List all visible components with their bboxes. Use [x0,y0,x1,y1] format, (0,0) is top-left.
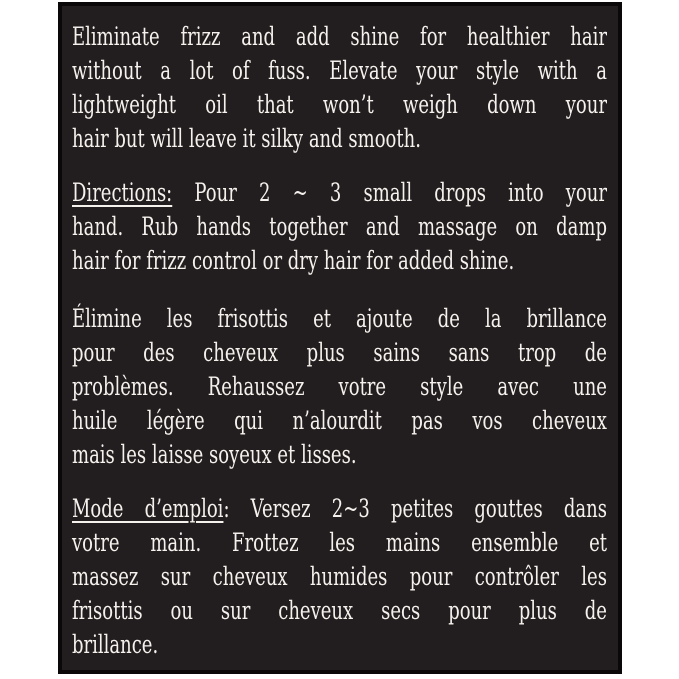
intro-fr-paragraph [72,302,607,472]
label-text [72,20,607,662]
text-line: mais les laisse soyeux et lisses. [72,440,357,469]
text-line: hair but will leave it silky and smooth. [72,124,421,153]
text-line-content: : Versez 2~3 petites gouttes dans [223,494,607,523]
text-line: without a lot of fuss. Elevate your style with a [72,56,607,85]
directions-en-paragraph [72,176,607,278]
text-line [72,176,607,210]
text-line: massez sur cheveux humides pour contrôler les [72,562,607,591]
text-line-content: Eliminate frizz and add shine for healthier hair [72,22,607,51]
text-line: lightweight oil that won’t weigh down your [72,90,607,119]
text-line: hair for frizz control or dry hair for added shine. [72,246,515,275]
text-line: votre main. Frottez les mains ensemble et [72,528,607,557]
text-line: pour des cheveux plus sains sans trop de [72,338,607,367]
product-label [58,2,622,674]
text-line: brillance. [72,630,159,659]
directions-fr-paragraph [72,492,607,662]
text-line-content: Pour 2 ~ 3 small drops into your [172,178,607,207]
text-line: huile légère qui n’alourdit pas vos cheveux [72,406,607,435]
intro-en-paragraph [72,20,607,156]
text-line [72,302,607,336]
text-line [72,492,607,526]
text-line: problèmes. Rehaussez votre style avec une [72,372,607,401]
directions-en-heading: Directions: [72,178,173,207]
directions-fr-heading: Mode d’emploi [72,494,224,523]
text-line-content: Élimine les frisottis et ajoute de la brillance [72,304,607,333]
text-line [72,20,607,54]
text-line: hand. Rub hands together and massage on damp [72,212,607,241]
text-line: frisottis ou sur cheveux secs pour plus de [72,596,607,625]
